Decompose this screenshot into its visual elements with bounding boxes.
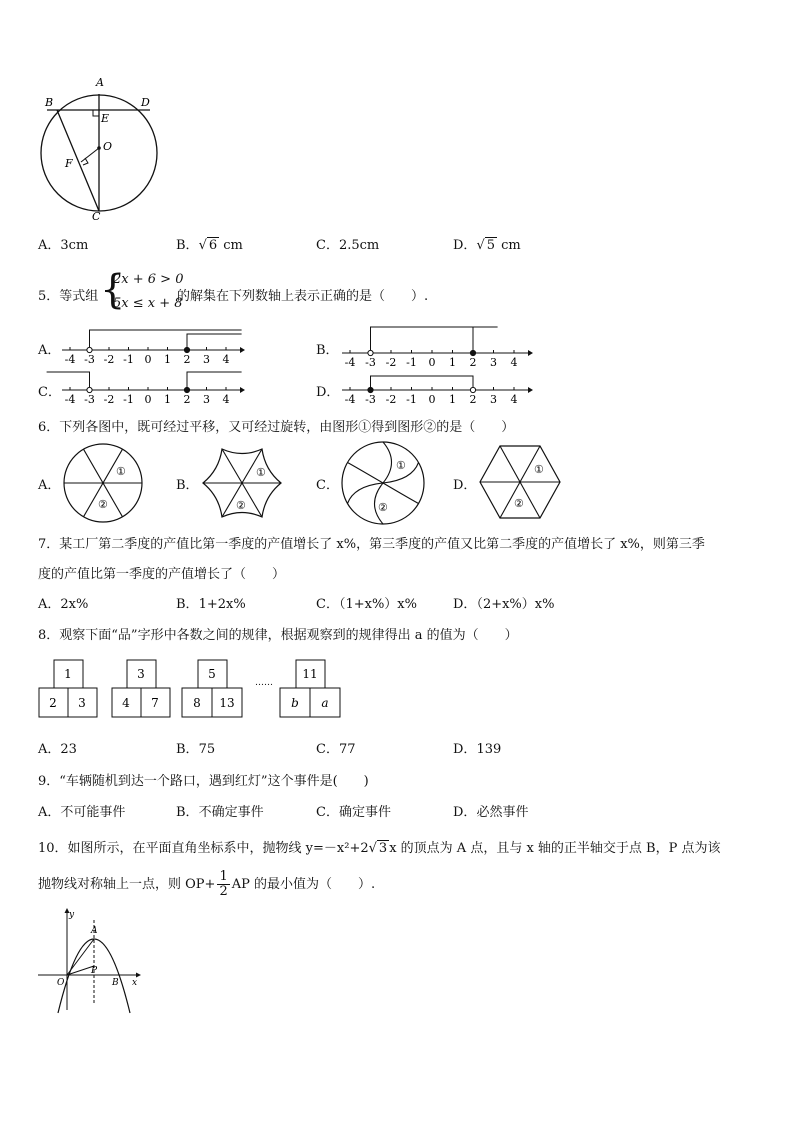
tick-label: -2 <box>385 356 397 369</box>
q5-numberline-c <box>60 368 260 408</box>
tick-label: 3 <box>203 393 210 406</box>
q4-chord-bc <box>57 110 99 211</box>
q9-option-c-value: 确定事件 <box>338 805 391 820</box>
tick-label: -4 <box>64 353 76 366</box>
q9-option-b-value: 不确定事件 <box>198 805 264 820</box>
q4-option-d <box>453 234 521 253</box>
q6-c-mark-1: ① <box>396 459 406 472</box>
q5-brace: { <box>100 267 126 313</box>
q6-d-mark-2: ② <box>514 497 524 510</box>
q8-box2-top: 3 <box>137 667 145 681</box>
q10-label-y: y <box>69 910 75 920</box>
segment <box>371 376 474 390</box>
q8-option-d-value: 139 <box>476 742 502 757</box>
ray-upper <box>371 327 498 353</box>
q4-option-a-letter: A． <box>38 238 61 253</box>
q6-b-mark-2: ② <box>236 499 246 512</box>
q8-box4-top: 11 <box>302 667 318 681</box>
q10-label-p: P <box>91 966 98 976</box>
solid-dot <box>184 347 189 352</box>
q10-label-x: x <box>132 978 138 988</box>
q6-option-c-letter: C． <box>316 478 339 493</box>
tick-label: -1 <box>406 356 417 369</box>
q8-box3-left: 8 <box>193 696 201 710</box>
q8-box-figure-2 <box>111 659 171 719</box>
q7-option-c-letter: C． <box>316 597 339 612</box>
tick-label: -2 <box>385 393 397 406</box>
tick-label: 1 <box>449 393 456 406</box>
q6-c-mark-2: ② <box>378 501 388 514</box>
q9-option-c <box>316 801 391 820</box>
q7-option-a-value: 2x% <box>60 597 89 612</box>
q8-box4-right: a <box>321 696 329 710</box>
q4-circle-figure <box>35 76 165 221</box>
q7-question-line2: 度的产值比第一季度的产值增长了（ ） <box>38 567 286 582</box>
q5-prefix: 等式组 <box>59 289 99 304</box>
q4-option-d-radicand: 5 <box>486 238 496 253</box>
q5-numberline-d <box>340 366 540 410</box>
q4-option-c <box>316 234 379 253</box>
q10-parabola-figure <box>36 905 146 1015</box>
q5-numberline-a <box>60 323 250 366</box>
q10-label-b: B <box>112 978 119 988</box>
q6-a-mark-2: ② <box>98 498 108 511</box>
open-dot <box>87 387 92 392</box>
q4-option-b-unit: cm <box>223 238 243 253</box>
q8-option-d <box>453 738 501 757</box>
q7-question-line1: 7．某工厂第二季度的产值比第一季度的产值增长了 x%，第三季度的产值又比第二季度的产值增长了 x%，则第三季 <box>38 537 705 552</box>
q8-option-b <box>176 738 215 757</box>
tick-label: 0 <box>144 353 152 366</box>
q8-box2-right: 7 <box>151 696 159 710</box>
tick-label: 0 <box>428 356 436 369</box>
q4-option-b-radicand: 6 <box>208 238 218 253</box>
q10-label-a: A <box>91 926 98 936</box>
q4-option-b-letter: B． <box>176 238 199 253</box>
q8-box3-right: 13 <box>219 696 235 710</box>
q10-line2-part-b: AP 的最小值为（ ）. <box>231 877 376 892</box>
tick-label: 4 <box>510 393 518 406</box>
q10-fraction <box>217 870 229 899</box>
q7-option-b <box>176 593 246 612</box>
tick-label: 1 <box>449 356 456 369</box>
sqrt-symbol: √ <box>476 238 485 253</box>
tick-label: 1 <box>164 353 171 366</box>
q4-right-angle-f <box>83 158 88 165</box>
tick-label: 1 <box>164 393 171 406</box>
tick-label: -1 <box>406 393 417 406</box>
solid-dot <box>470 350 475 355</box>
tick-label: 4 <box>222 353 230 366</box>
q10-radicand: 3 <box>378 841 388 856</box>
tick-label: -2 <box>103 353 115 366</box>
ray-upper <box>90 330 242 350</box>
q10-question-line2 <box>38 870 375 899</box>
q9-option-a-value: 不可能事件 <box>60 805 126 820</box>
tick-label: 3 <box>203 353 210 366</box>
q4-center-dot <box>97 146 101 150</box>
tick-label: 2 <box>183 353 191 366</box>
open-dot <box>368 350 373 355</box>
tick-label: -3 <box>365 356 376 369</box>
q8-box1-top: 1 <box>64 667 72 681</box>
q9-option-b-letter: B． <box>176 805 199 820</box>
q6-option-a-letter: A． <box>38 478 61 493</box>
ray-right <box>187 372 242 390</box>
q8-option-c <box>316 738 356 757</box>
q8-box-figure-4 <box>279 659 341 719</box>
tick-label: 2 <box>469 356 477 369</box>
q4-label-o: O <box>103 140 113 153</box>
q5-inequality-2: 5x ≤ x + 8 <box>113 296 183 311</box>
tick-label: 3 <box>490 356 497 369</box>
tick-label: 3 <box>490 393 497 406</box>
open-dot <box>87 347 92 352</box>
q5-suffix: 的解集在下列数轴上表示正确的是（ ）. <box>177 289 429 304</box>
q5-number: 5． <box>38 289 60 304</box>
tick-label: -4 <box>344 393 356 406</box>
tick-label: 0 <box>428 393 436 406</box>
q9-question: 9．“车辆随机到达一个路口，遇到红灯”这个事件是( ) <box>38 774 369 789</box>
q5-option-a-letter: A． <box>38 343 61 358</box>
axis-arrow <box>528 387 533 393</box>
axis-arrow <box>240 387 245 393</box>
q7-option-c <box>316 593 417 612</box>
q5-option-b-letter: B． <box>316 343 339 358</box>
q6-figure-c <box>340 440 426 526</box>
q8-option-a-letter: A． <box>38 742 61 757</box>
q4-label-f: F <box>65 157 73 170</box>
q10-label-o: O <box>57 978 65 988</box>
q6-a-mark-1: ① <box>116 465 126 478</box>
q8-ellipsis: …… <box>255 678 273 688</box>
tick-label: -3 <box>84 353 95 366</box>
q7-option-d-letter: D． <box>453 597 477 612</box>
q6-option-d-letter: D． <box>453 478 477 493</box>
q9-option-a-letter: A． <box>38 805 61 820</box>
q7-option-a <box>38 593 88 612</box>
q4-option-a <box>38 234 88 253</box>
q8-box-figure-1 <box>38 659 98 719</box>
ray-lower <box>187 334 242 350</box>
q10-line1-part-b: x 的顶点为 A 点，且与 x 轴的正半轴交于点 B，P 点为该 <box>389 841 721 856</box>
q4-label-d: D <box>141 96 150 109</box>
q8-option-d-letter: D． <box>453 742 477 757</box>
q9-option-c-letter: C． <box>316 805 339 820</box>
tick-label: 0 <box>144 393 152 406</box>
q8-option-a <box>38 738 77 757</box>
q9-option-d-letter: D． <box>453 805 477 820</box>
sqrt-symbol: √ <box>368 841 377 856</box>
q5-option-c-letter: C． <box>38 385 61 400</box>
tick-label: -1 <box>123 353 134 366</box>
q10-line2-part-a: 抛物线对称轴上一点，则 OP+ <box>38 877 216 892</box>
tick-label: -3 <box>365 393 376 406</box>
q8-box3-top: 5 <box>208 667 216 681</box>
q4-option-a-value: 3cm <box>60 238 89 253</box>
q4-label-a: A <box>96 76 104 89</box>
q5-question <box>38 285 98 304</box>
q8-box1-left: 2 <box>49 696 57 710</box>
q7-option-d-value: （2+x%）x% <box>476 597 555 612</box>
tick-label: 4 <box>222 393 230 406</box>
q8-box-figure-3 <box>181 659 243 719</box>
q8-box4-left: b <box>291 696 299 710</box>
q9-option-b <box>176 801 264 820</box>
q5-option-d-letter: D． <box>316 385 340 400</box>
tick-label: 4 <box>510 356 518 369</box>
q8-box1-right: 3 <box>78 696 86 710</box>
q9-option-d <box>453 801 528 820</box>
tick-label: -4 <box>64 393 76 406</box>
q6-figure-b <box>200 442 284 524</box>
q10-frac-num: 1 <box>219 869 228 884</box>
q4-option-d-letter: D． <box>453 238 477 253</box>
q7-option-b-value: 1+2x% <box>198 597 246 612</box>
q10-frac-den: 2 <box>219 884 228 899</box>
q4-option-c-letter: C． <box>316 238 339 253</box>
tick-label: 2 <box>469 393 477 406</box>
tick-label: -2 <box>103 393 115 406</box>
q6-d-mark-1: ① <box>534 463 544 476</box>
q5-inequality-1: 2x + 6 > 0 <box>113 272 184 287</box>
q7-option-c-value: （1+x%）x% <box>338 597 417 612</box>
axis-arrow <box>528 350 533 356</box>
tick-label: -4 <box>344 356 356 369</box>
q6-option-b-letter: B． <box>176 478 199 493</box>
q8-option-c-value: 77 <box>338 742 356 757</box>
tick-label: 2 <box>183 393 191 406</box>
q5-numberline-b <box>340 320 540 368</box>
q9-option-d-value: 必然事件 <box>476 805 529 820</box>
q4-label-c: C <box>92 210 101 223</box>
sqrt-symbol: √ <box>198 238 207 253</box>
q6-figure-d <box>478 444 562 522</box>
solid-dot <box>184 387 189 392</box>
q10-question-line1 <box>38 837 720 856</box>
q8-option-c-letter: C． <box>316 742 339 757</box>
q8-box2-left: 4 <box>122 696 130 710</box>
q7-option-a-letter: A． <box>38 597 61 612</box>
q7-option-b-letter: B． <box>176 597 199 612</box>
q6-figure-a <box>62 442 144 524</box>
q4-label-e: E <box>101 112 110 125</box>
q4-line-of <box>81 148 99 162</box>
q4-option-d-unit: cm <box>501 238 521 253</box>
q4-right-angle-e <box>93 110 99 116</box>
open-dot <box>470 387 475 392</box>
tick-label: -3 <box>84 393 95 406</box>
q8-option-a-value: 23 <box>60 742 77 757</box>
q9-option-a <box>38 801 125 820</box>
tick-label: -1 <box>123 393 134 406</box>
q7-option-d <box>453 593 554 612</box>
q4-option-c-value: 2.5cm <box>338 238 380 253</box>
q4-label-b: B <box>45 96 54 109</box>
axis-arrow <box>240 347 245 353</box>
q4-option-b <box>176 234 243 253</box>
q6-b-mark-1: ① <box>256 466 266 479</box>
q8-option-b-letter: B． <box>176 742 199 757</box>
q8-question: 8．观察下面“品”字形中各数之间的规律，根据观察到的规律得出 a 的值为（ ） <box>38 628 518 643</box>
solid-dot <box>368 387 373 392</box>
q8-option-b-value: 75 <box>198 742 216 757</box>
q10-line1-part-a: 10．如图所示，在平面直角坐标系中，抛物线 y=－x²+2 <box>38 841 369 856</box>
q10-segment-oa <box>67 939 94 975</box>
q6-question: 6．下列各图中，既可经过平移，又可经过旋转，由图形①得到图形②的是（ ） <box>38 420 515 435</box>
